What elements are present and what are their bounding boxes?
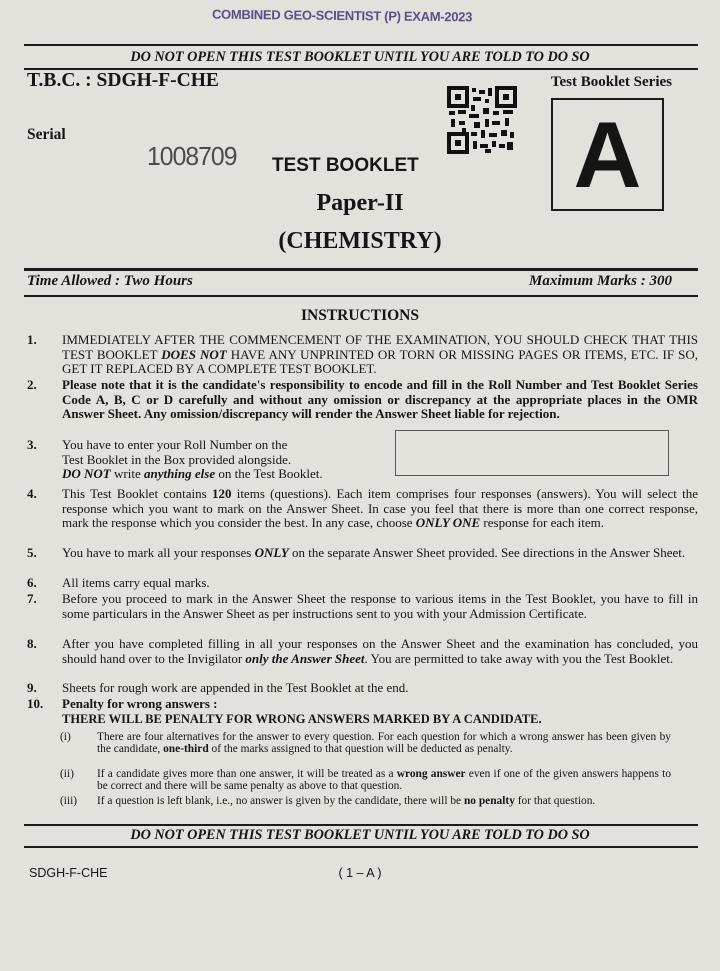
paper-title: Paper-II (316, 190, 404, 216)
instructions-heading: INSTRUCTIONS (300, 307, 419, 324)
time-allowed: Time Allowed : Two Hours (27, 273, 193, 289)
instruction-number: 5. (27, 545, 37, 560)
tbc-code: T.B.C. : SDGH-F-CHE (27, 70, 219, 91)
qr-code (447, 86, 517, 154)
marks-rule (24, 295, 698, 297)
bottom-rule-upper (24, 824, 698, 826)
penalty-notice: THERE WILL BE PENALTY FOR WRONG ANSWERS MARKED BY A CANDIDATE. (62, 712, 542, 726)
top-warning: DO NOT OPEN THIS TEST BOOKLET UNTIL YOU ARE TOLD TO DO SO (130, 49, 590, 65)
roll-number-box[interactable] (395, 430, 669, 476)
serial-label: Serial (27, 126, 66, 143)
instruction-number: 10. (27, 696, 44, 711)
instruction-number: 2. (27, 377, 37, 392)
subject-title: (CHEMISTRY) (278, 228, 442, 254)
bottom-warning: DO NOT OPEN THIS TEST BOOKLET UNTIL YOU ARE TOLD TO DO SO (130, 827, 590, 843)
series-letter: A (573, 101, 642, 207)
serial-number: 1008709 (147, 141, 237, 171)
instruction-number: 6. (27, 575, 37, 590)
footer-code: SDGH-F-CHE (29, 866, 108, 880)
instruction-number: 8. (27, 636, 37, 651)
instruction-number: 9. (27, 680, 37, 695)
instruction-number: 3. (27, 437, 37, 452)
top-rule (24, 44, 698, 46)
page-number: ( 1 – A ) (338, 866, 382, 880)
exam-name-stamp: COMBINED GEO-SCIENTIST (P) EXAM-2023 (211, 6, 473, 25)
instruction-number: 4. (27, 486, 37, 501)
instruction-number: 1. (27, 332, 37, 347)
bottom-rule-lower (24, 846, 698, 848)
instruction-number: 7. (27, 591, 37, 606)
series-label: Test Booklet Series (550, 74, 672, 90)
maximum-marks: Maximum Marks : 300 (529, 273, 672, 289)
booklet-title: TEST BOOKLET (272, 155, 419, 176)
title-rule (24, 268, 698, 271)
